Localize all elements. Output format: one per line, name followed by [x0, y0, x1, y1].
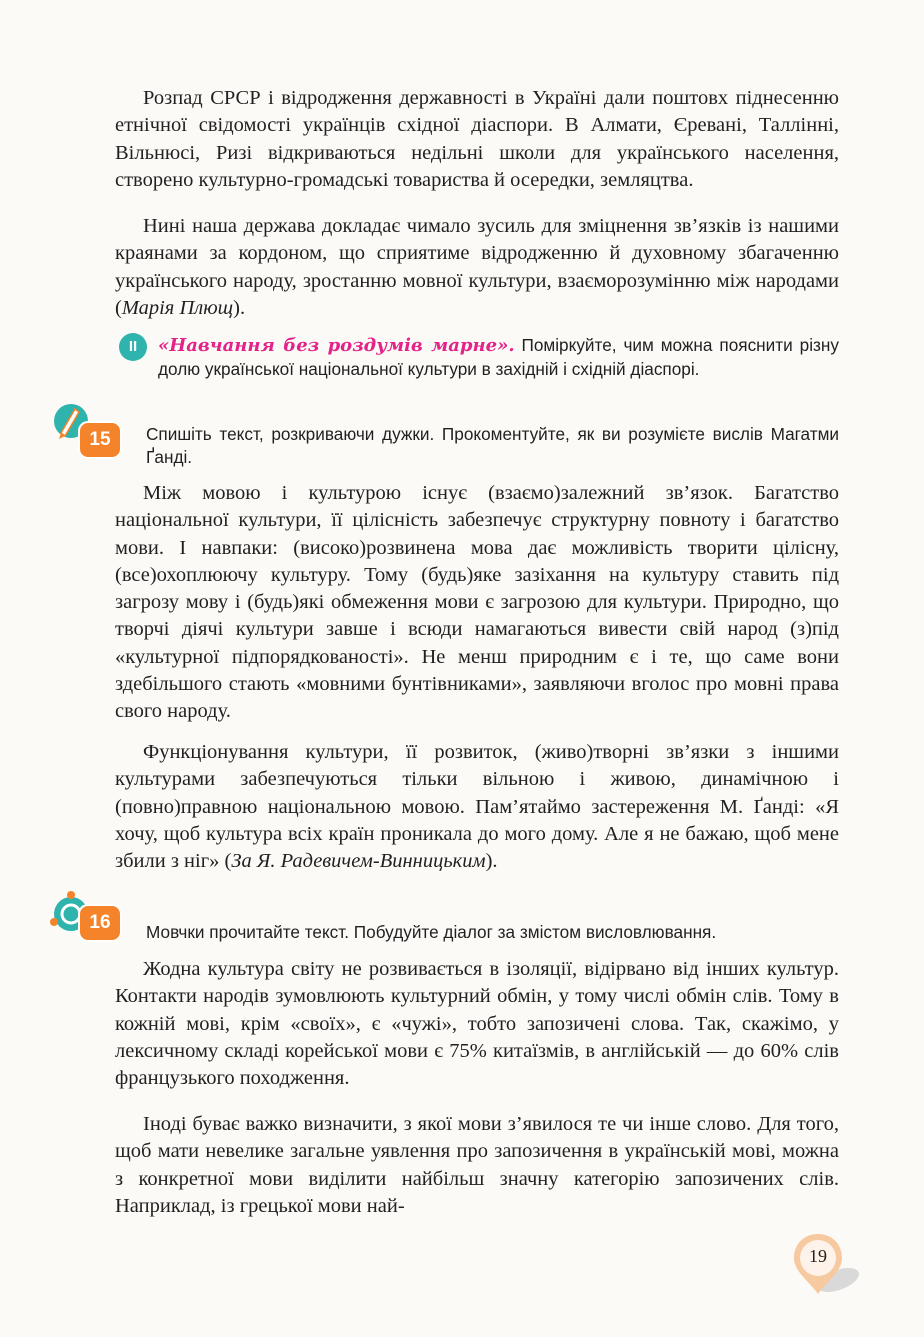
source-citation: За Я. Радевичем-Винницьким [231, 850, 486, 873]
reflection-marker: II [119, 333, 147, 361]
task-15-instruction: Спишіть текст, розкриваючи дужки. Прокоментуйте, як ви розумієте вислів Магатми Ґанді. [146, 424, 839, 467]
task-15-badge [45, 403, 125, 463]
task-16-badge [45, 886, 125, 946]
reflection-quote: «Навчання без роздумів марне». [158, 335, 515, 356]
reflection-task [158, 334, 839, 380]
intro-paragraph-2-end: ). [233, 296, 246, 319]
task-15-paragraph-2-text: Функціонування культури, її розвиток, (живо)творні зв’язки з іншими культурами забезпечуються тільки вільною і живою, динамічною і (повно)правною національною мовою. Пам’ятаймо застереження М. Ґанді: «Я хочу, щоб культура всіх країн проникала до мого дому. Але я не бажаю, щоб мене збили з ніг» ( [115, 741, 839, 873]
task-15-paragraph-1: Між мовою і культурою існує (взаємо)залежний зв’язок. Багатство національної культури, її цілісність забезпечує структурну повноту і багатство мови. І навпаки: (високо)розвинена мова дає можливість творити цілісну, (все)охоплюючу культуру. Тому (будь)яке зазіхання на культуру ставить під загрозу мову і (будь)які обмеження мови є загрозою для культури. Природно, що творчі діячі культури завше і всюди намагаються вивести свій народ (з)під «культурної підпорядкованості». Не менш природним є і те, що саме вони здебільшого стають «мовними бунтівниками», заявляючи вголос про мовні права свого народу. [115, 482, 839, 723]
page-pin-icon [790, 1230, 870, 1320]
task-15-paragraph-2-end: ). [485, 850, 498, 873]
task-16-instruction: Мовчки прочитайте текст. Побудуйте діалог за змістом висловлювання. [146, 922, 717, 942]
intro-paragraph-2-text: Нині наша держава докладає чимало зусиль для зміцнення зв’язків із нашими краянами за кордоном, що сприятиме відродженню й духовному збагаченню українського народу, зростанню мовної культури, взаєморозумінню між народами ( [115, 215, 839, 319]
intro-paragraph-1: Розпад СРСР і відродження державності в Україні дали поштовх піднесенню етнічної свідомості українців східної діаспори. В Алмати, Єревані, Таллінні, Вільнюсі, Ризі відкриваються недільні школи для українського населення, створено культурно-громадські товариства й осередки, земляцтва. [115, 87, 839, 191]
intro-paragraph-2 [115, 213, 839, 322]
task-15-number: 15 [80, 423, 120, 457]
task-15-paragraph-2 [115, 739, 839, 875]
task-16-number: 16 [80, 906, 120, 940]
task-16-paragraph-1: Жодна культура світу не розвивається в ізоляції, відірвано від інших культур. Контакти народів зумовлюють культурний обмін, у тому числі обмін слів. Тому в кожній мові, крім «своїх», є «чужі», тобто запозичені слова. Так, скажімо, у лексичному складі корейської мови є 75% китаїзмів, в англійській — до 60% слів французького походження. [115, 958, 839, 1090]
page-number-badge [790, 1230, 870, 1320]
page-number: 19 [809, 1246, 827, 1266]
reflection-text: Поміркуйте, чим можна пояснити різну долю української національної культури в західній і східній діаспорі. [158, 335, 839, 379]
task-16-paragraph-2: Іноді буває важко визначити, з якої мови з’явилося те чи інше слово. Для того, щоб мати невелике загальне уявлення про запозичення в українській мові, можна з конкретної мови виділити найбільш значну категорію запозичених слів. Наприклад, із грецької мови най- [115, 1113, 839, 1217]
author-name: Марія Плющ [121, 296, 234, 319]
